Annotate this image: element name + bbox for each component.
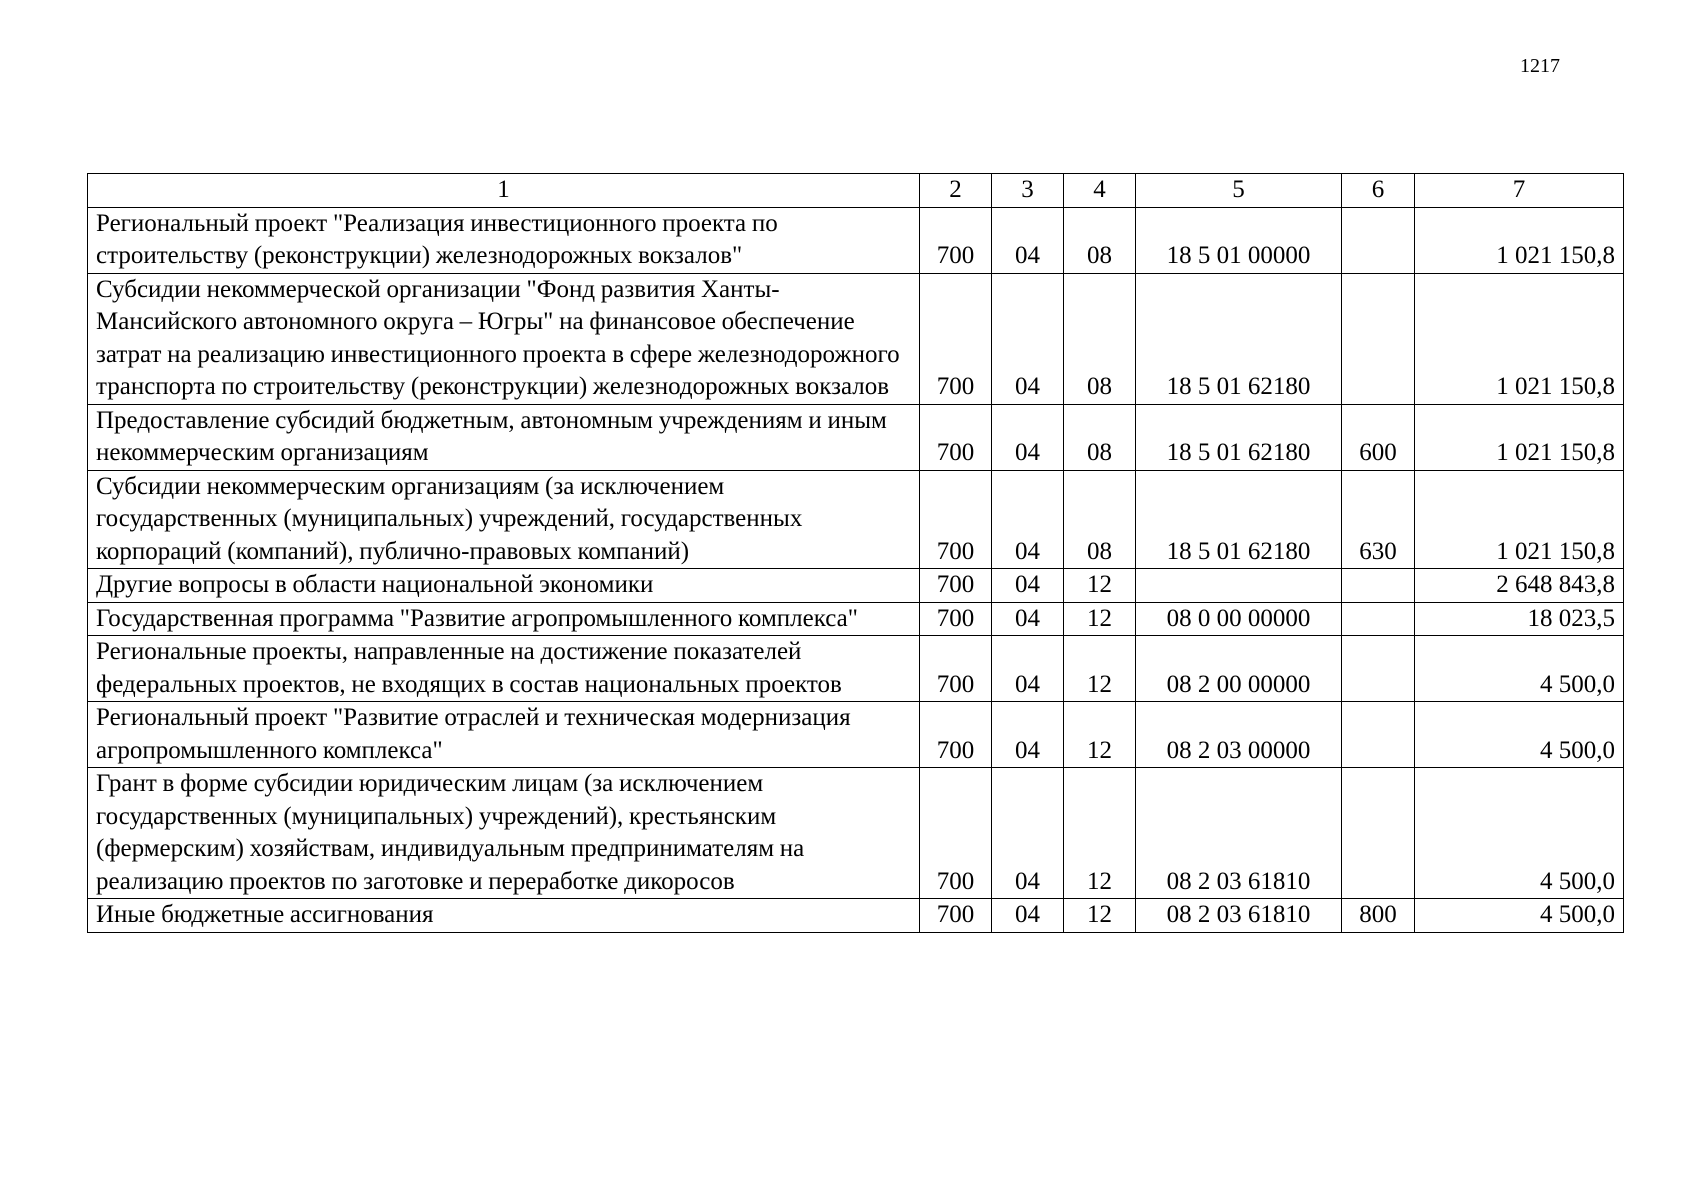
row-name: Государственная программа "Развитие агропромышленного комплекса" <box>88 602 920 636</box>
row-amount: 4 500,0 <box>1415 768 1624 899</box>
row-col-5 <box>1136 569 1342 603</box>
table-row <box>88 768 1624 899</box>
row-col-5: 18 5 01 62180 <box>1136 470 1342 569</box>
table-row <box>88 602 1624 636</box>
row-col-6: 630 <box>1342 470 1415 569</box>
row-col-4: 12 <box>1064 768 1136 899</box>
row-col-5: 08 0 00 00000 <box>1136 602 1342 636</box>
row-col-5: 08 2 03 61810 <box>1136 899 1342 933</box>
row-amount: 1 021 150,8 <box>1415 273 1624 404</box>
row-col-3: 04 <box>992 899 1064 933</box>
row-name: Региональные проекты, направленные на достижение показателей федеральных проектов, не входящих в состав национальных проектов <box>88 636 920 702</box>
row-col-6 <box>1342 569 1415 603</box>
row-col-2: 700 <box>920 636 992 702</box>
row-amount: 4 500,0 <box>1415 899 1624 933</box>
header-row <box>88 174 1624 208</box>
table-row <box>88 569 1624 603</box>
row-col-6: 800 <box>1342 899 1415 933</box>
row-col-3: 04 <box>992 602 1064 636</box>
row-col-6 <box>1342 602 1415 636</box>
row-col-5: 18 5 01 62180 <box>1136 404 1342 470</box>
row-name: Другие вопросы в области национальной экономики <box>88 569 920 603</box>
row-col-5: 08 2 00 00000 <box>1136 636 1342 702</box>
row-col-5: 08 2 03 00000 <box>1136 702 1342 768</box>
header-cell-7: 7 <box>1415 174 1624 208</box>
row-col-5: 18 5 01 00000 <box>1136 207 1342 273</box>
row-amount: 2 648 843,8 <box>1415 569 1624 603</box>
header-cell-2: 2 <box>920 174 992 208</box>
row-amount: 18 023,5 <box>1415 602 1624 636</box>
row-col-3: 04 <box>992 404 1064 470</box>
budget-table <box>87 173 1624 933</box>
row-col-4: 08 <box>1064 273 1136 404</box>
header-cell-3: 3 <box>992 174 1064 208</box>
row-col-4: 12 <box>1064 636 1136 702</box>
row-col-2: 700 <box>920 569 992 603</box>
row-col-4: 08 <box>1064 470 1136 569</box>
row-col-4: 12 <box>1064 569 1136 603</box>
row-amount: 4 500,0 <box>1415 702 1624 768</box>
row-name: Предоставление субсидий бюджетным, автономным учреждениям и иным некоммерческим организациям <box>88 404 920 470</box>
table-row <box>88 470 1624 569</box>
row-col-2: 700 <box>920 470 992 569</box>
header-cell-4: 4 <box>1064 174 1136 208</box>
row-col-6 <box>1342 702 1415 768</box>
row-name: Иные бюджетные ассигнования <box>88 899 920 933</box>
row-name: Региональный проект "Реализация инвестиционного проекта по строительству (реконструкции) железнодорожных вокзалов" <box>88 207 920 273</box>
header-cell-1: 1 <box>88 174 920 208</box>
row-col-3: 04 <box>992 273 1064 404</box>
table-header <box>88 174 1624 208</box>
row-col-6: 600 <box>1342 404 1415 470</box>
row-amount: 1 021 150,8 <box>1415 470 1624 569</box>
row-col-3: 04 <box>992 207 1064 273</box>
table-row <box>88 636 1624 702</box>
row-name: Грант в форме субсидии юридическим лицам (за исключением государственных (муниципальных) учреждений), крестьянским (фермерским) хозяйствам, индивидуальным предпринимателям на реализацию проектов по заготовке и переработке дикоросов <box>88 768 920 899</box>
row-col-2: 700 <box>920 207 992 273</box>
row-name: Региональный проект "Развитие отраслей и техническая модернизация агропромышленного комплекса" <box>88 702 920 768</box>
row-col-2: 700 <box>920 702 992 768</box>
header-cell-5: 5 <box>1136 174 1342 208</box>
row-col-4: 12 <box>1064 702 1136 768</box>
row-col-4: 12 <box>1064 899 1136 933</box>
row-name: Субсидии некоммерческой организации "Фонд развития Ханты-Мансийского автономного округа – Югры" на финансовое обеспечение затрат на реализацию инвестиционного проекта в сфере железнодорожного транспорта по строительству (реконструкции) железнодорожных вокзалов <box>88 273 920 404</box>
row-col-3: 04 <box>992 636 1064 702</box>
table-row <box>88 207 1624 273</box>
row-col-3: 04 <box>992 702 1064 768</box>
row-col-4: 08 <box>1064 207 1136 273</box>
page-number: 1217 <box>1520 55 1560 77</box>
header-cell-6: 6 <box>1342 174 1415 208</box>
row-col-4: 12 <box>1064 602 1136 636</box>
row-col-3: 04 <box>992 768 1064 899</box>
table-row <box>88 899 1624 933</box>
row-amount: 1 021 150,8 <box>1415 404 1624 470</box>
row-amount: 4 500,0 <box>1415 636 1624 702</box>
table-row <box>88 273 1624 404</box>
row-col-3: 04 <box>992 470 1064 569</box>
row-col-2: 700 <box>920 899 992 933</box>
table-body <box>88 207 1624 932</box>
row-col-2: 700 <box>920 273 992 404</box>
row-name: Субсидии некоммерческим организациям (за исключением государственных (муниципальных) учреждений, государственных корпораций (компаний), публично-правовых компаний) <box>88 470 920 569</box>
row-col-2: 700 <box>920 404 992 470</box>
row-col-2: 700 <box>920 602 992 636</box>
table-row <box>88 404 1624 470</box>
row-amount: 1 021 150,8 <box>1415 207 1624 273</box>
row-col-3: 04 <box>992 569 1064 603</box>
row-col-4: 08 <box>1064 404 1136 470</box>
row-col-5: 08 2 03 61810 <box>1136 768 1342 899</box>
row-col-6 <box>1342 207 1415 273</box>
table-row <box>88 702 1624 768</box>
row-col-6 <box>1342 636 1415 702</box>
row-col-6 <box>1342 768 1415 899</box>
row-col-6 <box>1342 273 1415 404</box>
row-col-2: 700 <box>920 768 992 899</box>
row-col-5: 18 5 01 62180 <box>1136 273 1342 404</box>
